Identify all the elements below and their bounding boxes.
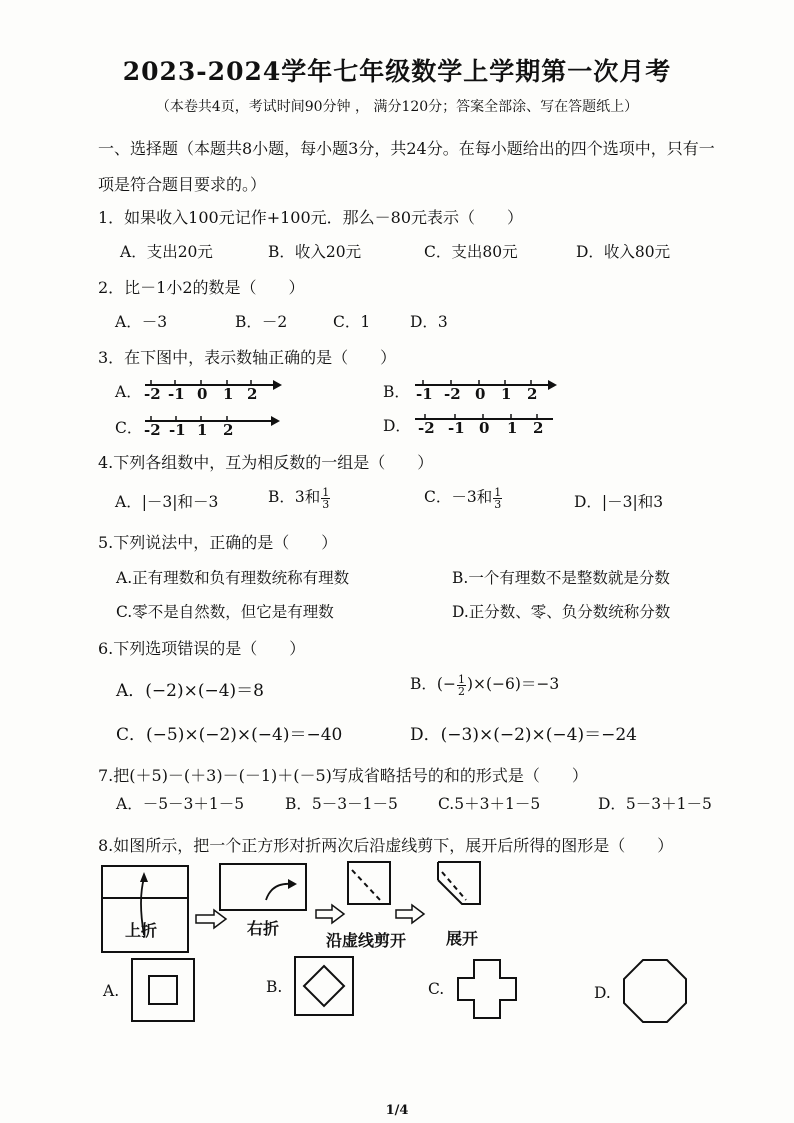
question-3-stem: 3．在下图中，表示数轴正确的是（ ） — [98, 348, 397, 367]
question-5-option-a[interactable]: A.正有理数和负有理数统称有理数 — [116, 569, 350, 587]
question-8-option-d-label[interactable]: D. — [594, 984, 611, 1002]
answer-cross-shape[interactable] — [456, 958, 518, 1020]
fraction-one-third — [321, 487, 330, 510]
question-8-stem: 8.如图所示，把一个正方形对折两次后沿虚线剪下，展开后所得的图形是（ ） — [98, 836, 674, 855]
step-label-cut: 沿虚线剪开 — [326, 931, 407, 950]
tick-label: 1 — [507, 419, 518, 437]
question-5-option-d[interactable]: D.正分数、零、负分数统称分数 — [452, 603, 671, 621]
answer-diamond-hole-shape[interactable] — [293, 955, 355, 1017]
tick-label: -1 — [416, 385, 433, 403]
fraction-numerator: 1 — [457, 672, 465, 686]
fraction-numerator: 1 — [322, 485, 330, 499]
tick-label: 1 — [197, 421, 208, 439]
fraction-denominator: 3 — [494, 497, 502, 511]
step-label-fold-right: 右折 — [247, 919, 280, 938]
number-line-b — [413, 376, 558, 404]
question-6-stem: 6.下列选项错误的是（ ） — [98, 639, 306, 658]
question-2-stem: 2．比－1小2的数是（ ） — [98, 278, 305, 297]
question-1-option-c[interactable]: C．支出80元 — [424, 243, 518, 261]
question-4-stem: 4.下列各组数中，互为相反数的一组是（ ） — [98, 453, 434, 472]
tick-label: -1 — [448, 419, 465, 437]
question-1-stem: 1．如果收入100元记作+100元．那么－80元表示（ ） — [98, 208, 524, 227]
question-2-option-d[interactable]: D．3 — [410, 313, 448, 331]
tick-label: 2 — [527, 385, 538, 403]
answer-square-hole-shape[interactable] — [130, 957, 196, 1023]
question-7-option-d[interactable]: D．5－3＋1－5 — [598, 795, 712, 813]
question-3-option-c-label[interactable]: C． — [115, 419, 143, 437]
tick-label: 2 — [533, 419, 544, 437]
tick-label: 2 — [223, 421, 234, 439]
question-4-option-b[interactable] — [268, 485, 331, 510]
tick-label: -1 — [169, 421, 186, 439]
tick-label: 0 — [479, 419, 490, 437]
question-4-option-a[interactable]: A．|－3|和－3 — [115, 493, 219, 511]
question-3-option-d-label[interactable]: D． — [383, 417, 411, 435]
question-3-option-b-label[interactable]: B． — [383, 383, 410, 401]
fraction-one-half — [457, 674, 466, 697]
question-7-option-a[interactable]: A．－5－3＋1－5 — [116, 795, 245, 813]
option-text: )×(−6)＝−3 — [466, 675, 560, 693]
question-7-option-b[interactable]: B．5－3－1－5 — [285, 795, 398, 813]
fraction-denominator: 2 — [457, 684, 465, 698]
exam-instructions: （本卷共4页，考试时间90分钟 ， 满分120分；答案全部涂、写在答题纸上） — [155, 99, 639, 115]
tick-label: -1 — [168, 385, 185, 403]
tick-label: -2 — [144, 385, 161, 403]
option-text: B．3和 — [268, 488, 321, 506]
question-7-option-c[interactable]: C.5＋3＋1－5 — [438, 795, 541, 813]
question-8-option-b-label[interactable]: B. — [266, 978, 283, 996]
tick-label: 0 — [197, 385, 208, 403]
section-heading-line1: 一、选择题（本题共8小题，每小题3分，共24分。在每小题给出的四个选项中，只有一 — [98, 139, 715, 158]
tick-label: 2 — [247, 385, 258, 403]
page-number: 1/4 — [385, 1103, 409, 1118]
question-6-option-b[interactable] — [410, 672, 559, 697]
question-1-option-b[interactable]: B．收入20元 — [268, 243, 362, 261]
tick-label: 0 — [475, 385, 486, 403]
question-5-option-c[interactable]: C.零不是自然数，但它是有理数 — [116, 603, 334, 621]
question-2-option-b[interactable]: B．－2 — [235, 313, 288, 331]
option-text: C．－3和 — [424, 488, 493, 506]
number-line-a — [143, 376, 283, 404]
tick-label: 1 — [501, 385, 512, 403]
tick-label: -2 — [144, 421, 161, 439]
tick-label: -2 — [444, 385, 461, 403]
question-2-option-c[interactable]: C．1 — [333, 313, 371, 331]
question-5-stem: 5.下列说法中，正确的是（ ） — [98, 533, 338, 552]
tick-label: -2 — [418, 419, 435, 437]
question-6-option-d[interactable]: D．(−3)×(−2)×(−4)＝−24 — [410, 725, 637, 745]
question-6-option-c[interactable]: C．(−5)×(−2)×(−4)＝−40 — [116, 725, 343, 745]
question-4-option-d[interactable]: D．|－3|和3 — [574, 493, 664, 511]
question-2-option-a[interactable]: A．－3 — [115, 313, 168, 331]
question-7-stem: 7.把(＋5)－(＋3)－(－1)＋(－5)写成省略括号的和的形式是（ ） — [98, 766, 588, 785]
question-6-option-a[interactable]: A．(−2)×(−4)＝8 — [116, 681, 264, 701]
question-1-option-d[interactable]: D．收入80元 — [576, 243, 671, 261]
option-text: B．(− — [410, 675, 456, 693]
number-line-c — [143, 412, 283, 440]
question-1-option-a[interactable]: A．支出20元 — [120, 243, 213, 261]
step-label-fold-up: 上折 — [125, 921, 158, 940]
fraction-numerator: 1 — [494, 485, 502, 499]
answer-octagon-shape[interactable] — [622, 958, 688, 1024]
question-3-option-a-label[interactable]: A． — [115, 383, 142, 401]
question-4-option-c[interactable] — [424, 485, 503, 510]
fraction-denominator: 3 — [322, 497, 330, 511]
question-8-option-c-label[interactable]: C. — [428, 980, 445, 998]
fraction-one-third — [493, 487, 502, 510]
question-8-option-a-label[interactable]: A. — [103, 982, 120, 1000]
step-label-unfold: 展开 — [446, 929, 479, 948]
section-heading-line2: 项是符合题目要求的。） — [98, 175, 267, 194]
question-5-option-b[interactable]: B.一个有理数不是整数就是分数 — [452, 569, 670, 587]
tick-label: 1 — [223, 385, 234, 403]
number-line-d — [413, 410, 558, 438]
page-title: 2023-2024学年七年级数学上学期第一次月考 — [122, 57, 672, 86]
